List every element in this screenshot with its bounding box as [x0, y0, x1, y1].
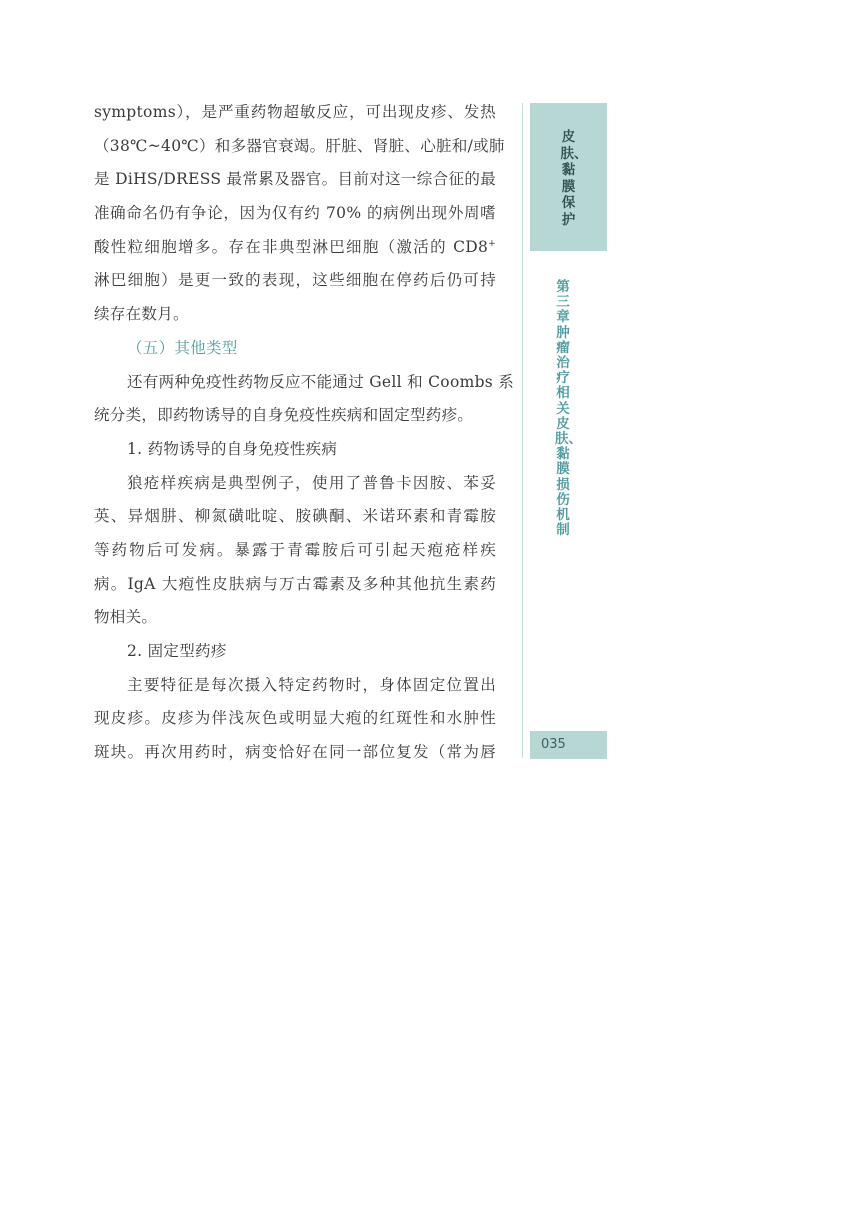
chapter-title: 第三章 肿瘤治疗相关皮肤、黏膜损伤机制: [555, 279, 584, 539]
superscript-plus: +: [488, 238, 496, 249]
text-span: 酸性粒细胞增多。存在非典型淋巴细胞（激活的 CD8: [94, 237, 489, 256]
text-line: 等药物后可发病。暴露于青霉胺后可引起天疱疮样疾: [94, 540, 496, 559]
text-line: symptoms），是严重药物超敏反应，可出现皮疹、发热: [94, 103, 496, 121]
body-text: [94, 96, 515, 770]
column-divider: [522, 103, 523, 758]
text-line: 病。IgA 大疱性皮肤病与万古霉素及多种其他抗生素药: [94, 574, 496, 593]
side-tab-label: 皮肤、黏膜保护: [560, 129, 588, 228]
page-number: 035: [541, 737, 566, 752]
text-line: 物相关。: [94, 608, 158, 627]
text-line: 现皮疹。皮疹为伴浅灰色或明显大疱的红斑性和水肿性: [94, 709, 496, 728]
text-line: 续存在数月。: [94, 305, 189, 324]
side-tab: [530, 103, 607, 251]
text-line: 统分类，即药物诱导的自身免疫性疾病和固定型药疹。: [94, 406, 474, 425]
text-line: 准确命名仍有争论，因为仅有约 70% 的病例出现外周嗜: [94, 204, 496, 223]
text-line: 狼疮样疾病是典型例子，使用了普鲁卡因胺、苯妥: [127, 473, 496, 492]
text-line: 是 DiHS/DRESS 最常累及器官。目前对这一综合征的最: [94, 170, 496, 189]
subsection-heading: 1. 药物诱导的自身免疫性疾病: [127, 439, 338, 458]
text-line: 英、异烟肼、柳氮磺吡啶、胺碘酮、米诺环素和青霉胺: [94, 507, 496, 526]
text-line: 淋巴细胞）是更一致的表现，这些细胞在停药后仍可持: [94, 271, 496, 290]
text-line: 主要特征是每次摄入特定药物时，身体固定位置出: [127, 675, 496, 694]
text-line: 还有两种免疫性药物反应不能通过 Gell 和 Coombs 系: [127, 372, 515, 391]
text-line: [94, 231, 496, 265]
section-heading: （五）其他类型: [127, 338, 238, 357]
subsection-heading: 2. 固定型药疹: [127, 642, 227, 660]
text-line: （38℃~40℃）和多器官衰竭。肝脏、肾脏、心脏和/或肺: [94, 136, 505, 155]
text-line: 斑块。再次用药时，病变恰好在同一部位复发（常为唇: [94, 743, 496, 762]
page-number-box: [530, 731, 607, 759]
